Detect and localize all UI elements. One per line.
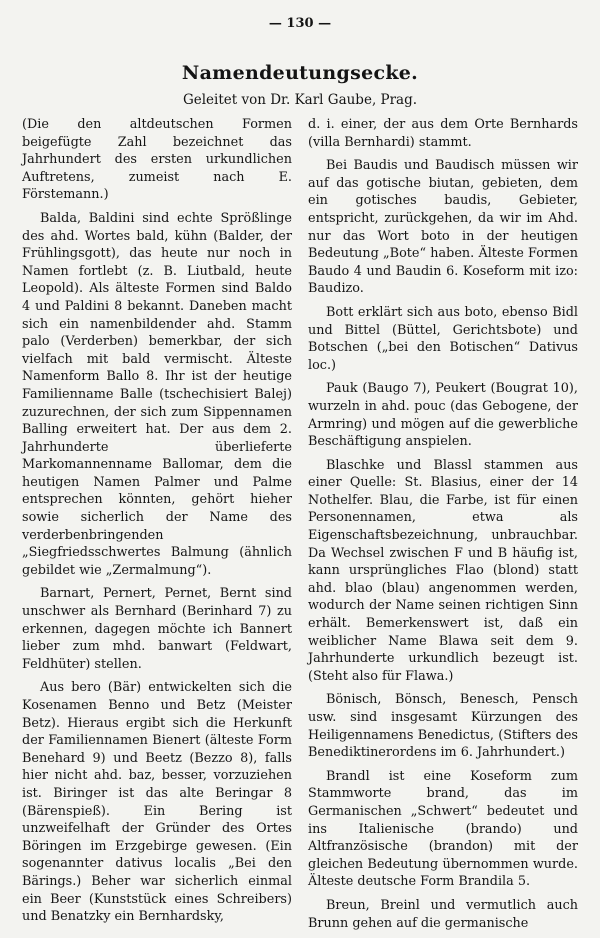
paragraph: Brandl ist eine Koseform zum Stammworte brand, das im Germanischen „Schwert“ bedeutet und ins Italienische (brando) und Altfranzösische (brandon) mit der gleichen Bedeutung übernommen wurde. Älteste deutsche Form Brandila 5. [308,768,578,890]
paragraph: Balda, Baldini sind echte Sprößlinge des ahd. Wortes bald, kühn (Balder, der Frühlingsgott), das heute nur noch in Namen fortlebt (z. B. Liutbald, heute Leopold). Als älteste Formen sind Baldo 4 und Paldini 8 bekannt. Daneben macht sich ein namenbildender ahd. Stamm palo (Verderben) bemerkbar, der sich vielfach mit bald vermischt. Älteste Namenform Ballo 8. Ihr ist der heutige Familienname Balle (tschechisiert Balej) zuzurechnen, der sich zum Sippennamen Balling erweitert hat. Der aus dem 2. Jahrhunderte überlieferte Markomannenname Ballomar, dem die heutigen Namen Palmer und Palme entsprechen könnten, gehört hieher sowie sicherlich der Name des verderbenbringenden „Siegfriedsschwertes Balmung (ähnlich gebildet wie „Zermalmung“). [22,210,292,578]
paragraph: Blaschke und Blassl stammen aus einer Quelle: St. Blasius, einer der 14 Nothelfer. Blau, die Farbe, ist für einen Personennamen, etwa als Eigenschaftsbezeichnung, unbrauchbar. Da Wechsel zwischen F und B häufig ist, kann ursprüngliches Flao (blond) statt ahd. blao (blau) angenommen werden, wodurch der Name seinen richtigen Sinn erhält. Bemerkenswert ist, daß ein weiblicher Name Blawa seit dem 9. Jahrhunderte urkundlich bezeugt ist. (Steht also für Flawa.) [308,457,578,684]
article-title: Namendeutungsecke. [181,62,419,84]
page-number: — 130 — [268,16,332,31]
paragraph: Pauk (Baugo 7), Peukert (Bougrat 10), wurzeln in ahd. pouc (das Gebogene, der Armring) und mögen auf die gewerbliche Beschäftigung anspielen. [308,381,578,450]
paragraph: d. i. einer, der aus dem Orte Bernhards (villa Bernhardi) stammt. [308,117,578,150]
text-columns [22,116,578,938]
left-column [22,116,292,938]
paragraph: Breun, Breinl und vermutlich auch Brunn gehen auf die germanische [308,897,578,931]
paragraph: Aus bero (Bär) entwickelten sich die Kosenamen Benno und Betz (Meister Betz). Hieraus ergibt sich die Herkunft der Familiennamen Bienert (älteste Form Benehard 9) und Beetz (Bezzo 8), falls hier nicht ahd. baz, besser, vorzuziehen ist. Biringer ist das alte Beringar 8 (Bärenspieß). Ein Bering ist unzweifelhaft der Gründer des Ortes Böringen im Erzgebirge gewesen. (Ein sogenannter dativus localis „Bei den Bärings.) Beher war sicherlich einmal ein Beer (Kunststück eines Schreibers) und Benatzky ein Bernhardsky, [22,680,292,925]
paragraph: (Die den altdeutschen Formen beigefügte Zahl bezeichnet das Jahrhundert des ersten urkundlichen Auftretens, zumeist nach E. Förstemann.) [22,117,292,203]
paragraph: Bott erklärt sich aus boto, ebenso Bidl und Bittel (Büttel, Gerichtsbote) und Botschen („bei den Botischen“ Dativus loc.) [308,304,578,373]
article-byline: Geleitet von Dr. Karl Gaube, Prag. [182,92,418,108]
paragraph: Barnart, Pernert, Pernet, Bernt sind unschwer als Bernhard (Berinhard 7) zu erkennen, dagegen möchte ich Bannert lieber zum mhd. banwart (Feldwart, Feldhüter) stellen. [22,586,292,672]
right-column [308,116,578,938]
paragraph: Bönisch, Bönsch, Benesch, Pensch usw. sind insgesamt Kürzungen des Heiligennamens Benedictus, (Stifters des Benediktinerordens im 6. Jahrhundert.) [308,692,578,761]
paragraph: Bei Baudis und Baudisch müssen wir auf das gotische biutan, gebieten, dem ein gotisches baudis, Gebieter, entspricht, zurückgehen, da wir im Ahd. nur das Wort boto in der heutigen Bedeutung „Bote“ haben. Älteste Formen Baudo 4 und Baudin 6. Koseform mit izo: Baudizo. [308,158,578,297]
